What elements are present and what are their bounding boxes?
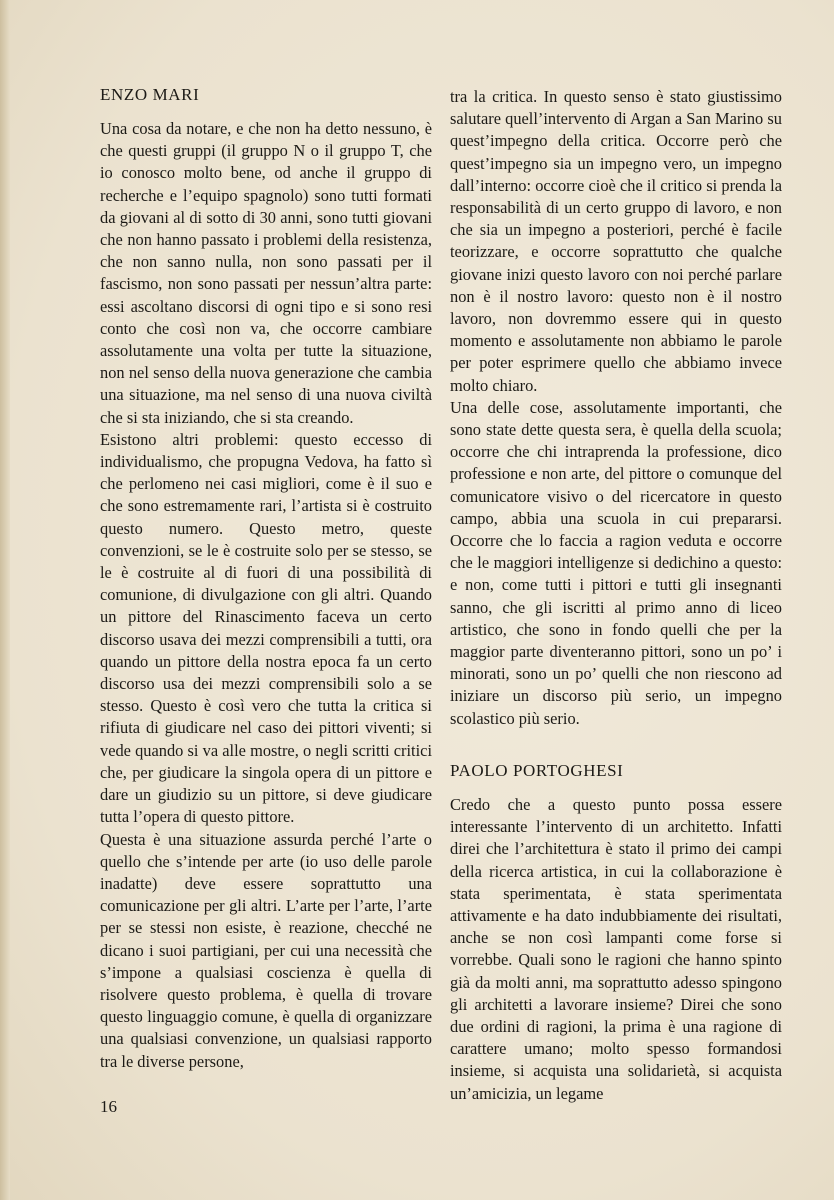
paragraph: Questa è una situazione assurda perché l’arte o quello che s’intende per arte (io uso delle parole inadatte) deve essere soprattutto una comunicazione per gli altri. L’arte per l’arte, l’arte per se stessi non esiste, è reazione, checché ne dicano i suoi partigiani, per cui una necessità che s’impone a qualsiasi coscienza è quella di risolvere questo problema, è quella di trovare questo linguaggio comune, è quella di organizzare una qualsiasi convenzione, un qualsiasi rapporto tra le diverse persone, xyxy=(100,829,432,1071)
right-column xyxy=(450,86,782,1105)
section-heading-enzo-mari: ENZO MARI xyxy=(100,85,200,104)
paragraph: Una cosa da notare, e che non ha detto nessuno, è che questi gruppi (il gruppo N o il gruppo T, che io conosco molto bene, od anche il gruppo di recherche e l’equipo spagnolo) sono tutti formati da giovani al di sotto di 30 anni, sono tutti giovani che non hanno passato i problemi della resistenza, che non sanno nulla, non sono passati per il fascismo, non sono passati per nessun’altra parte: essi ascoltano discorsi di ogni tipo e si sono resi conto che così non va, che occorre cambiare assolutamente una volta per tutte la situazione, non nel senso della nuova generazione che cambia una situazione, ma nel senso di una nuova civiltà che si sta iniziando, che si sta creando. xyxy=(100,119,432,427)
page-edge xyxy=(0,0,10,1200)
section-heading-paolo-portoghesi: PAOLO PORTOGHESI xyxy=(450,760,624,780)
page-number: 16 xyxy=(100,1097,117,1116)
paragraph: Esistono altri problemi: questo eccesso di individualismo, che propugna Vedova, ha fatto sì che perlomeno nei casi migliori, come è il suo e che sono estremamente rari, l’artista si è costruito questo numero. Questo metro, queste convenzioni, se le è costruite solo per se stesso, se le è costruite al di fuori di una possibilità di comunione, di divulgazione con gli altri. Quando un pittore del Rinascimento faceva un certo discorso usava dei mezzi comprensibili a tutti, ora quando un pittore della nostra epoca fa un certo discorso usa dei mezzi comprensibili solo a se stesso. Questo è così vero che tutta la critica si rifiuta di giudicare nel caso dei pittori viventi; si vede quando si va alle mostre, o negli scritti critici che, per giudicare la singola opera di un pittore e dare un giudizio su un pittore, si deve giudicare tutta l’opera di questo pittore. xyxy=(100,429,432,827)
paragraph: Credo che a questo punto possa essere interessante l’intervento di un architetto. Infatti direi che l’architettura è stato il primo dei campi della ricerca artistica, in cui la collaborazione è stata sperimentata, è stata sperimentata attivamente e ha dato indubbiamente dei risultati, anche se non così lampanti come forse si vorrebbe. Quali sono le ragioni che hanno spinto già da molti anni, ma soprattutto adesso spingono gli architetti a lavorare insieme? Direi che sono due ordini di ragioni, la prima è una ragione di carattere umano; molto spesso formandosi insieme, si acquista una solidarietà, si acquista un’amicizia, un legame xyxy=(450,794,782,1103)
paragraph: tra la critica. In questo senso è stato giustissimo salutare quell’intervento di Argan a San Marino su quest’impegno della critica. Occorre però che quest’impegno sia un impegno vero, un impegno dall’interno: occorre cioè che il critico si prenda la responsabilità di un certo gruppo di lavoro, e non che sia un impegno a posteriori, perché è facile teorizzare, e occorre soprattutto che qualche giovane inizi questo lavoro con noi perché parlare non è il nostro lavoro: questo non è il nostro lavoro, non dovremmo essere qui in questo momento e assolutamente non abbiamo le parole per poter esprimere quello che abbiamo invece molto chiaro. xyxy=(450,87,782,395)
left-column xyxy=(100,84,432,1073)
paragraph: Una delle cose, assolutamente importanti, che sono state dette questa sera, è quella della scuola; occorre che chi intraprenda la professione, dico professione e non arte, del pittore o comunque del comunicatore visivo o del ricercatore in questo campo, abbia una scuola in cui prepararsi. Occorre che lo faccia a ragion veduta e occorre che le maggiori intelligenze si dedichino a questo: e non, come tutti i pittori e tutti gli insegnanti sanno, che gli iscritti al primo anno di liceo artistico, che sono in fondo quelli che per la maggior parte diventeranno pittori, sono un po’ i minorati, sono un po’ quelli che non riescono ad iniziare un discorso più serio, un impegno scolastico più serio. xyxy=(450,397,782,728)
